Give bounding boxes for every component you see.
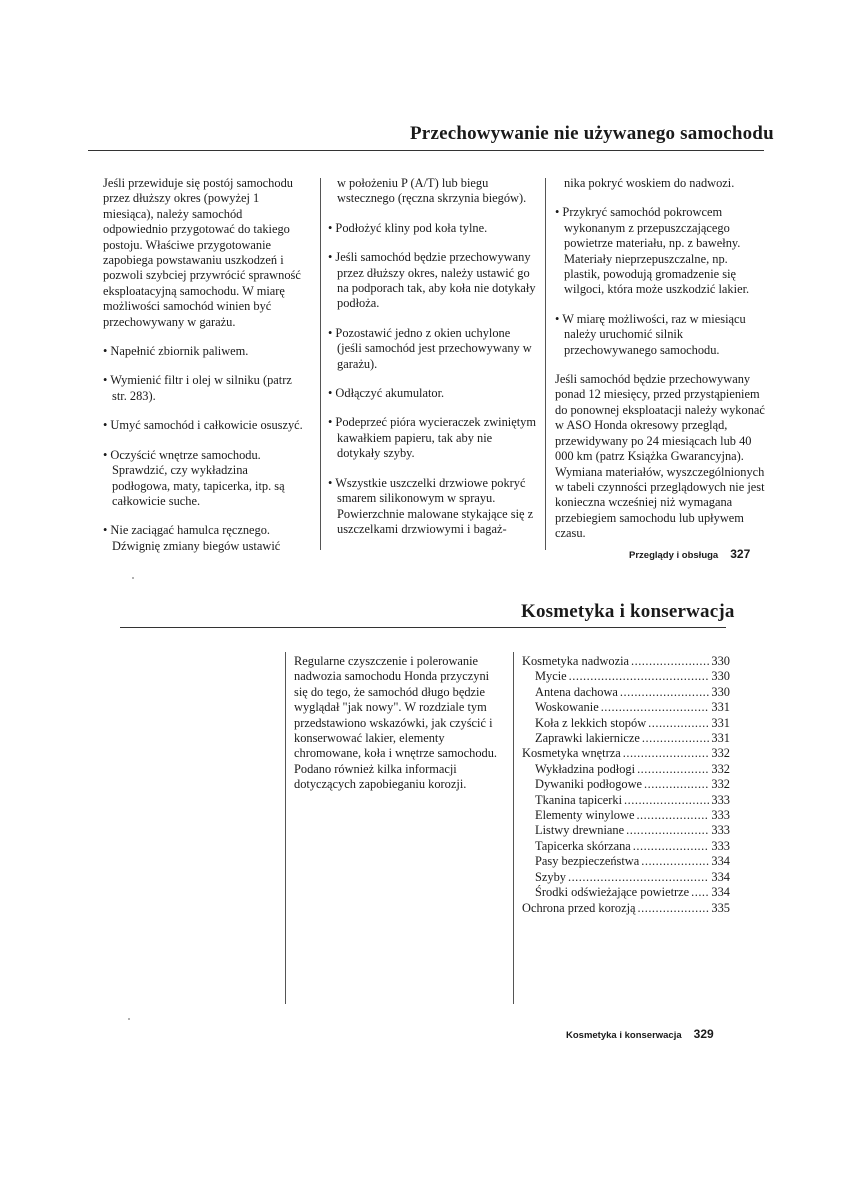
toc-leader-dots xyxy=(631,654,709,669)
toc-entry-label: Dywaniki podłogowe xyxy=(535,777,643,792)
toc-entry-label: Listwy drewniane xyxy=(535,823,625,838)
toc-leader-dots xyxy=(641,854,709,869)
list-item: • Jeśli samochód będzie przechowywany przez dłuższy okres, należy ustawić go na podporach tak, aby koła nie dotykały podłoża. xyxy=(328,250,536,311)
toc-entry xyxy=(522,746,730,761)
toc-leader-dots xyxy=(624,793,709,808)
toc-entry-label: Tkanina tapicerki xyxy=(535,792,623,807)
list-item: • Wymienić filtr i olej w silniku (patrz str. 283). xyxy=(103,373,292,403)
toc-leader-dots xyxy=(626,823,709,838)
toc-entry-page: 334 xyxy=(711,869,730,884)
toc-entry-page: 334 xyxy=(711,854,730,869)
toc-leader-dots xyxy=(569,669,710,684)
toc-leader-dots xyxy=(644,777,709,792)
toc-entry-page: 333 xyxy=(711,792,730,807)
toc-entry xyxy=(522,731,730,746)
toc-entry-label: Wykładzina podłogi xyxy=(535,761,636,776)
toc-entry-label: Woskowanie xyxy=(535,700,599,715)
list-item: • W miarę możliwości, raz w miesiącu należy uruchomić silnik przechowywanego samochodu. xyxy=(555,311,746,357)
toc-entry-page: 333 xyxy=(711,808,730,823)
toc-entry-label: Tapicerka skórzana xyxy=(535,838,631,853)
continuation-text: w położeniu P (A/T) lub biegu wstecznego (ręczna skrzynia biegów). xyxy=(337,176,527,206)
chapter-intro xyxy=(294,654,502,793)
toc-entry-label: Elementy winylowe xyxy=(535,808,635,823)
toc-entry-page: 331 xyxy=(711,715,730,730)
toc-entry xyxy=(522,823,730,838)
closing-paragraph: Jeśli samochód będzie przechowywany ponad 12 miesięcy, przed przystąpieniem do ponownej eksploatacji należy wykonać w ASO Honda okresowy przegląd, przewidywany po 24 miesiącach lub 40 000 km (patrz Książka Gwarancyjna). Wymiana materiałów, wyszczególnionych w tabeli czynności przeglądowych nie jest konieczna wcześniej niż wymagana przebiegiem samochodu lub upływem czasu. xyxy=(555,372,765,541)
toc-entry xyxy=(522,839,730,854)
list-item: • Oczyścić wnętrze samochodu. Sprawdzić, czy wykładzina podłogowa, maty, tapicerka, itp. są całkowicie suche. xyxy=(103,447,285,508)
toc-entry xyxy=(522,685,730,700)
toc-entry-page: 332 xyxy=(711,746,730,761)
column-divider xyxy=(513,652,514,1004)
toc-entry xyxy=(522,700,730,715)
table-of-contents xyxy=(522,654,730,916)
toc-leader-dots xyxy=(691,885,709,900)
scan-speck xyxy=(132,577,134,579)
list-item: • Pozostawić jedno z okien uchylone (jeśli samochód jest przechowywany w garażu). xyxy=(328,325,532,371)
toc-entry-label: Pasy bezpieczeństwa xyxy=(535,854,640,869)
toc-entry-label: Środki odświeżające powietrze xyxy=(535,885,690,900)
toc-entry-page: 334 xyxy=(711,885,730,900)
footer-section-name: Kosmetyka i konserwacja xyxy=(566,1030,682,1041)
toc-entry-page: 331 xyxy=(711,731,730,746)
toc-entry xyxy=(522,669,730,684)
toc-entry-label: Kosmetyka wnętrza xyxy=(522,746,621,761)
toc-entry-page: 330 xyxy=(711,669,730,684)
toc-entry-page: 333 xyxy=(711,838,730,853)
toc-entry-label: Mycie xyxy=(535,669,567,684)
toc-entry-page: 335 xyxy=(711,900,730,915)
toc-entry xyxy=(522,854,730,869)
toc-entry xyxy=(522,777,730,792)
header-rule xyxy=(88,150,764,151)
toc-entry-page: 332 xyxy=(711,777,730,792)
page-footer xyxy=(629,545,750,563)
list-item: • Wszystkie uszczelki drzwiowe pokryć smarem silikonowym w sprayu. Powierzchnie malowane stykające się z uszczelkami drzwiowymi i bagaż- xyxy=(328,475,534,536)
continuation-text: nika pokryć woskiem do nadwozi. xyxy=(564,176,735,190)
toc-entry xyxy=(522,870,730,885)
toc-entry-label: Kosmetyka nadwozia xyxy=(522,654,630,668)
list-item: • Nie zaciągać hamulca ręcznego. Dźwignię zmiany biegów ustawić xyxy=(103,523,281,553)
toc-entry-label: Szyby xyxy=(535,869,566,884)
toc-entry xyxy=(522,885,730,900)
toc-entry xyxy=(522,654,730,669)
toc-leader-dots xyxy=(601,700,710,715)
page-number: 329 xyxy=(693,1027,714,1041)
toc-entry-page: 330 xyxy=(711,654,730,668)
column-divider xyxy=(545,178,546,550)
text-column-2 xyxy=(328,176,536,537)
toc-entry-label: Antena dachowa xyxy=(535,684,618,699)
toc-leader-dots xyxy=(638,901,710,916)
toc-entry-label: Zaprawki lakiernicze xyxy=(535,731,640,746)
scan-speck xyxy=(128,1018,130,1020)
toc-leader-dots xyxy=(568,870,709,885)
toc-entry xyxy=(522,716,730,731)
list-item: • Podłożyć kliny pod koła tylne. xyxy=(328,220,488,235)
toc-entry-label: Koła z lekkich stopów xyxy=(535,715,647,730)
intro-paragraph: Regularne czyszczenie i polerowanie nadwozia samochodu Honda przyczyni się do tego, że samochód długo będzie wyglądał "jak nowy". W rozdziale tym przedstawiono wskazówki, jak czyścić i konserwować lakier, elementy chromowane, koła i wnętrze samochodu. Podano również kilka informacji dotyczących zapobieganiu korozji. xyxy=(294,654,497,792)
list-item: • Umyć samochód i całkowicie osuszyć. xyxy=(103,418,303,433)
list-item: • Odłączyć akumulator. xyxy=(328,386,445,401)
toc-entry-page: 331 xyxy=(711,700,730,715)
intro-paragraph: Jeśli przewiduje się postój samochodu przez dłuższy okres (powyżej 1 miesiąca), należy samochód odpowiednio przygotować do takiego postoju. Właściwe przygotowanie zapobiega powstawaniu uszkodzeń i pozwoli szybciej przywrócić sprawność eksploatacyjną samochodu. W miarę możliwości samochód winien być przechowywany w garażu. xyxy=(103,176,301,329)
toc-leader-dots xyxy=(637,762,709,777)
toc-entry-page: 332 xyxy=(711,761,730,776)
toc-leader-dots xyxy=(620,685,709,700)
toc-entry xyxy=(522,808,730,823)
page-number: 327 xyxy=(730,547,751,561)
toc-entry-label: Ochrona przed korozją xyxy=(522,900,636,915)
toc-leader-dots xyxy=(642,731,709,746)
toc-entry xyxy=(522,901,730,916)
page-title: Przechowywanie nie używanego samochodu xyxy=(410,123,774,144)
column-divider xyxy=(285,652,286,1004)
toc-leader-dots xyxy=(623,746,710,761)
text-column-1 xyxy=(103,176,308,554)
toc-entry-page: 333 xyxy=(711,823,730,838)
list-item: • Napełnić zbiornik paliwem. xyxy=(103,344,249,359)
toc-entry-page: 330 xyxy=(711,684,730,699)
list-item: • Przykryć samochód pokrowcem wykonanym z przepuszczającego powietrze materiału, np. z bawełny. Materiały nieprzepuszczalne, np. plastik, powodują gromadzenie się wilgoci, która może uszkodzić lakier. xyxy=(555,205,750,297)
toc-leader-dots xyxy=(633,839,710,854)
toc-leader-dots xyxy=(636,808,709,823)
header-rule xyxy=(120,627,726,628)
column-divider xyxy=(320,178,321,550)
page-footer xyxy=(566,1025,714,1043)
toc-leader-dots xyxy=(648,716,709,731)
toc-entry xyxy=(522,793,730,808)
page-title: Kosmetyka i konserwacja xyxy=(521,601,735,622)
list-item: • Podeprzeć pióra wycieraczek zwiniętym kawałkiem papieru, tak aby nie dotykały szyby. xyxy=(328,415,536,461)
text-column-3 xyxy=(555,176,765,542)
footer-section-name: Przeglądy i obsługa xyxy=(629,550,719,561)
toc-entry xyxy=(522,762,730,777)
